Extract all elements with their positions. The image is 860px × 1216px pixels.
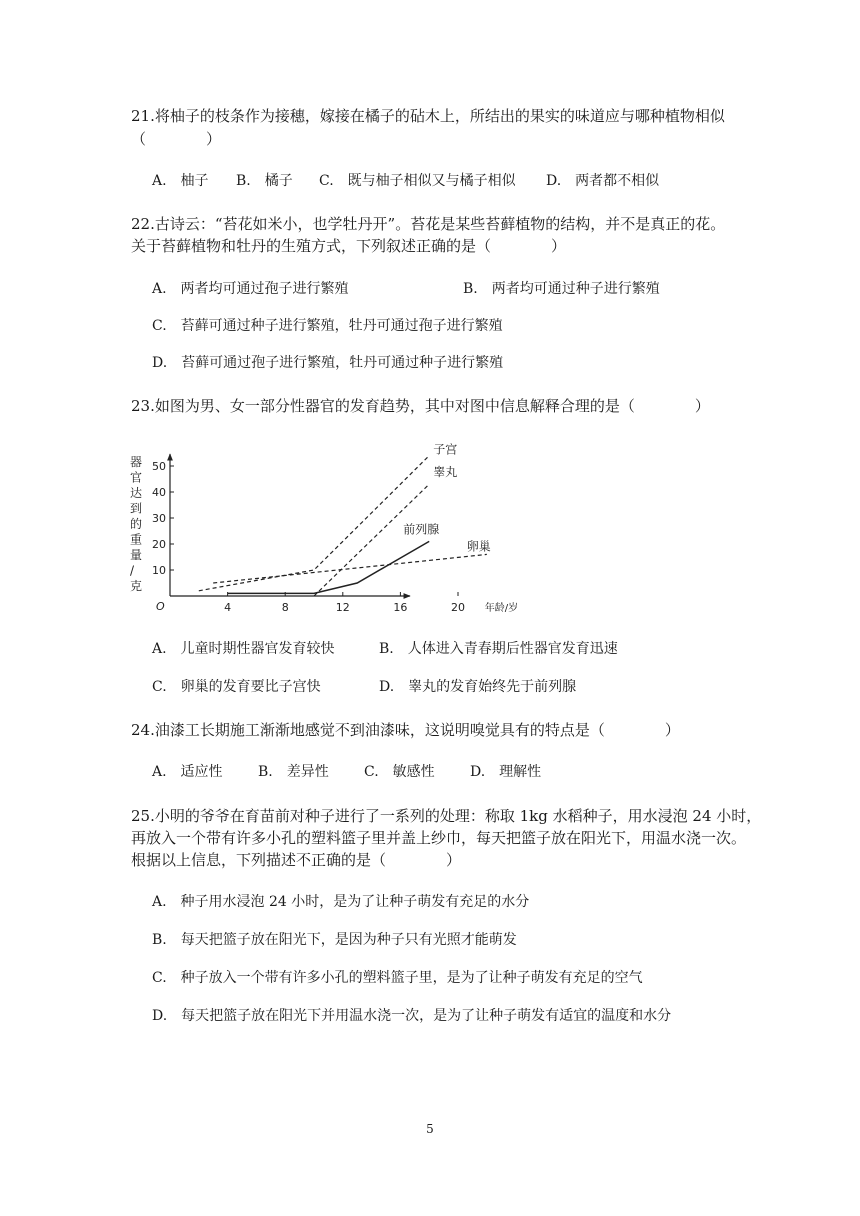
q24-option-b: B. 差异性	[258, 764, 329, 780]
q22-option-b: B. 两者均可通过种子进行繁殖	[463, 281, 660, 297]
q24-option-c: C. 敏感性	[364, 764, 435, 780]
x-tick-label: 12	[335, 601, 350, 614]
q21-stem-line1: 21.将柚子的枝条作为接穗，嫁接在橘子的砧木上，所结出的果实的味道应与哪种植物相似	[131, 107, 725, 125]
q23-option-d: D. 睾丸的发育始终先于前列腺	[379, 679, 577, 695]
series-line	[228, 541, 430, 593]
q21-option-a: A. 柚子	[152, 173, 209, 189]
q21-option-b: B. 橘子	[236, 173, 293, 189]
series-line	[213, 554, 487, 583]
series-label: 子宫	[433, 442, 458, 457]
y-axis-label-char: 到	[130, 501, 143, 516]
y-axis-label-char: 器	[130, 455, 143, 469]
y-axis-label-char: 重	[130, 532, 143, 547]
y-tick-label: 10	[152, 564, 166, 577]
q23-option-b: B. 人体进入青春期后性器官发育迅速	[379, 641, 618, 657]
q22-option-a: A. 两者均可通过孢子进行繁殖	[152, 281, 349, 297]
q23-stem: 23.如图为男、女一部分性器官的发育趋势，其中对图中信息解释合理的是（ ）	[131, 397, 710, 415]
origin-label: O	[156, 600, 165, 613]
q22-option-d: D. 苔藓可通过孢子进行繁殖，牡丹可通过种子进行繁殖	[152, 355, 504, 371]
x-tick-label: 16	[393, 601, 408, 614]
series-label: 前列腺	[403, 522, 440, 537]
y-axis-label-char: 官	[130, 470, 143, 485]
q25-option-d: D. 每天把篮子放在阳光下并用温水浇一次，是为了让种子萌发有适宜的温度和水分	[152, 1008, 672, 1024]
page-number: 5	[426, 1122, 434, 1136]
q21-option-c: C. 既与柚子相似又与橘子相似	[319, 173, 516, 189]
organ-development-chart	[128, 442, 519, 620]
y-axis-label-char: 克	[130, 579, 143, 593]
q25-option-b: B. 每天把篮子放在阳光下，是因为种子只有光照才能萌发	[152, 932, 517, 948]
q23-option-a: A. 儿童时期性器官发育较快	[152, 641, 335, 657]
series-line	[199, 456, 429, 591]
series-label: 睾丸	[433, 465, 458, 480]
y-tick-label: 30	[152, 512, 166, 525]
q21-stem-line2: （ ）	[131, 130, 222, 148]
q22-option-c: C. 苔藓可通过种子进行繁殖，牡丹可通过孢子进行繁殖	[152, 318, 503, 334]
y-tick-label: 50	[152, 460, 166, 473]
q25-stem-line2: 再放入一个带有许多小孔的塑料篮子里并盖上纱巾，每天把篮子放在阳光下，用温水浇一次。	[131, 829, 747, 847]
q22-stem-line2: 关于苔藓植物和牡丹的生殖方式，下列叙述正确的是（ ）	[131, 237, 567, 255]
q21-option-d: D. 两者都不相似	[546, 173, 660, 189]
x-tick-label: 4	[224, 601, 232, 614]
y-tick-label: 20	[152, 538, 166, 551]
q23-option-c: C. 卵巢的发育要比子宫快	[152, 679, 321, 695]
chart-labels	[130, 443, 518, 614]
y-axis-label-char: 的	[130, 517, 143, 531]
q24-stem: 24.油漆工长期施工渐渐地感觉不到油漆味，这说明嗅觉具有的特点是（ ）	[131, 721, 680, 739]
q24-option-d: D. 理解性	[470, 764, 542, 780]
series-label: 卵巢	[466, 539, 491, 554]
y-axis-label-char: 达	[130, 486, 143, 500]
y-tick-label: 40	[152, 486, 166, 499]
q25-stem-line1: 25.小明的爷爷在育苗前对种子进行了一系列的处理：称取 1kg 水稻种子，用水浸泡 24 小时，	[131, 807, 762, 825]
y-axis-label-char: /	[130, 563, 135, 578]
x-tick-label: 20	[451, 601, 465, 614]
x-axis-label: 年龄/岁	[484, 603, 519, 614]
q22-stem-line1: 22.古诗云：“苔花如米小，也学牡丹开”。苔花是某些苔藓植物的结构，并不是真正的花。	[131, 215, 726, 233]
series-line	[314, 484, 429, 596]
q24-option-a: A. 适应性	[152, 764, 223, 780]
x-tick-label: 8	[281, 601, 289, 614]
q25-option-a: A. 种子用水浸泡 24 小时，是为了让种子萌发有充足的水分	[152, 894, 530, 910]
q25-option-c: C. 种子放入一个带有许多小孔的塑料篮子里，是为了让种子萌发有充足的空气	[152, 970, 643, 986]
y-axis-label-char: 量	[130, 548, 143, 562]
q25-stem-line3: 根据以上信息，下列描述不正确的是（ ）	[131, 851, 462, 869]
